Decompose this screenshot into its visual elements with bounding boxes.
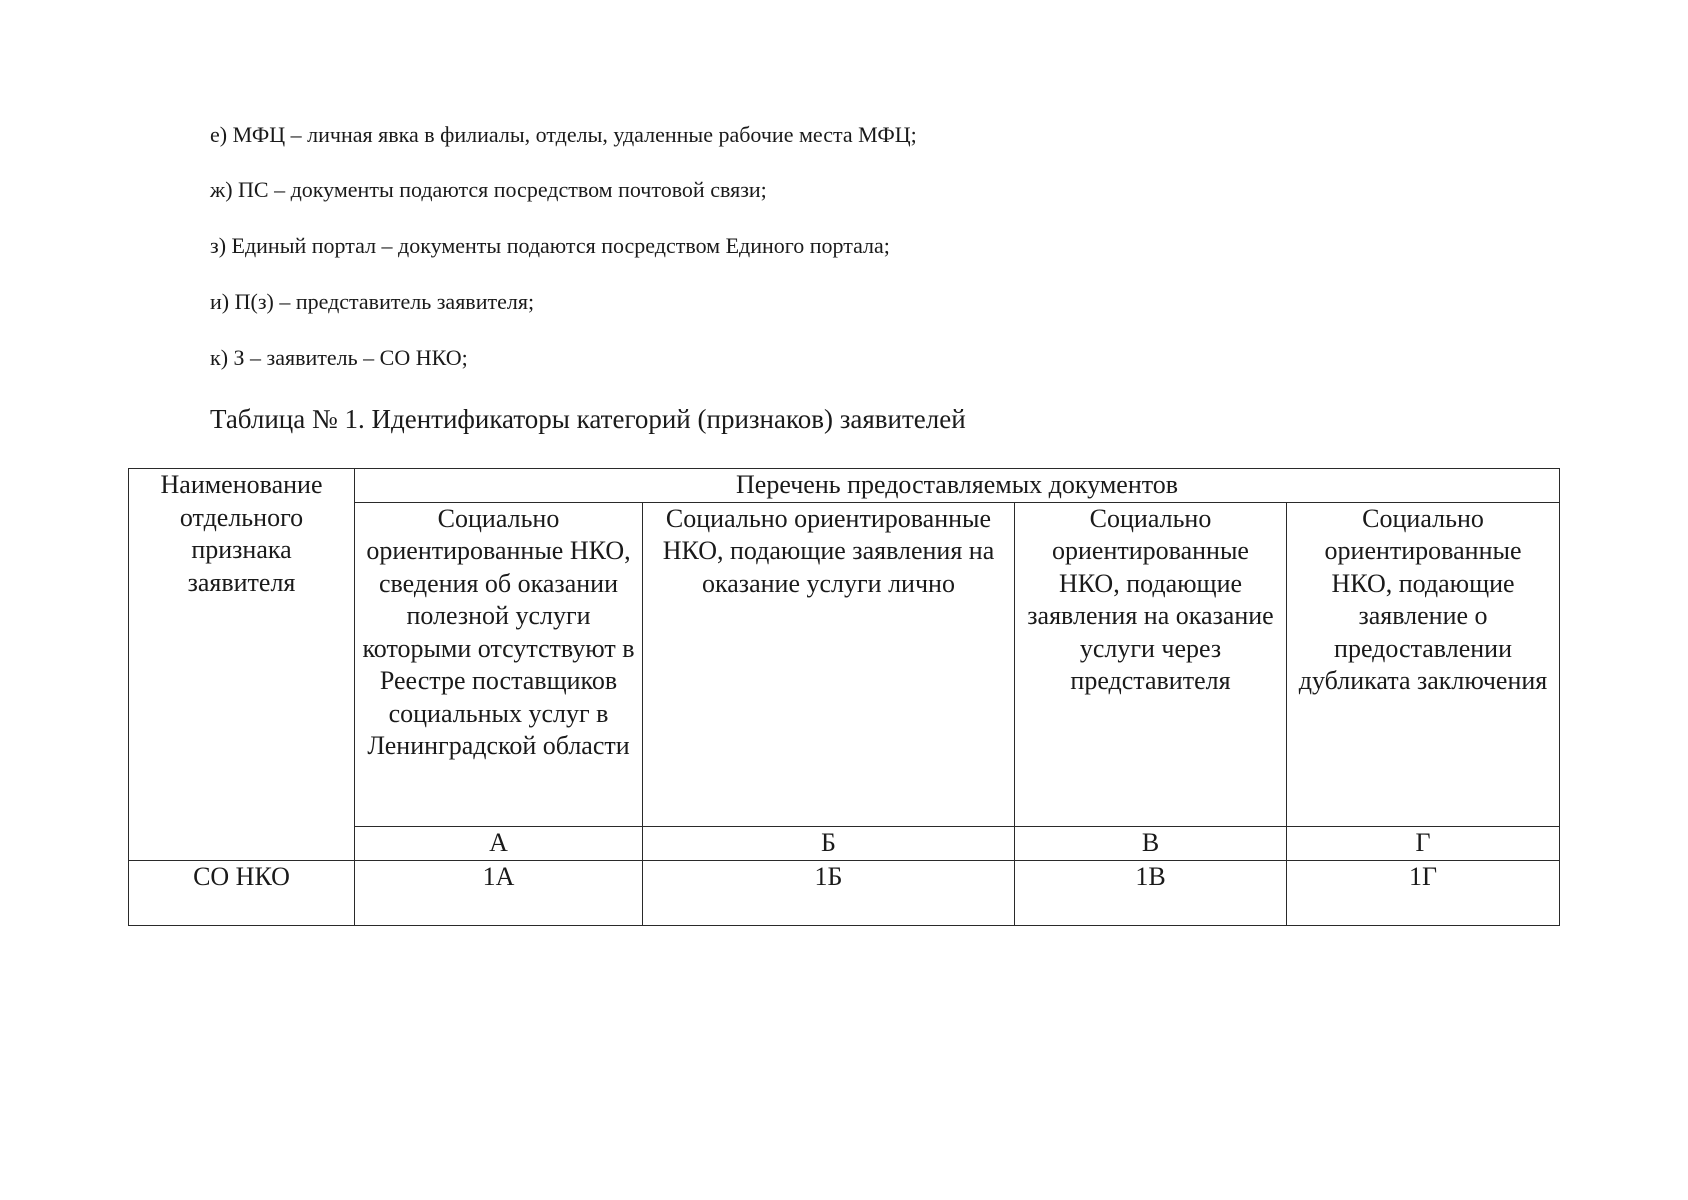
definition-line-i: и) П(з) – представитель заявителя; <box>210 289 535 314</box>
applicant-categories-table <box>128 468 1560 926</box>
letter-g: Г <box>1287 827 1560 861</box>
category-header-v: Социально ориентированные НКО, подающие заявления на оказание услуги через представителя <box>1015 502 1287 826</box>
category-header-b: Социально ориентированные НКО, подающие заявления на оказание услуги лично <box>643 502 1015 826</box>
name-column-header: Наименование отдельного признака заявителя <box>129 469 355 861</box>
definition-line-k: к) З – заявитель – СО НКО; <box>210 345 468 370</box>
code-cell-v: 1В <box>1015 860 1287 925</box>
table-caption: Таблица № 1. Идентификаторы категорий (признаков) заявителей <box>210 404 966 434</box>
table-header-row <box>129 469 1560 503</box>
row-name: СО НКО <box>129 860 355 925</box>
code-cell-g: 1Г <box>1287 860 1560 925</box>
category-header-g: Социально ориентированные НКО, подающие заявление о предоставлении дубликата заключения <box>1287 502 1560 826</box>
table-row <box>129 860 1560 925</box>
category-header-a: Социально ориентированные НКО, сведения об оказании полезной услуги которыми отсутствуют в Реестре поставщиков социальных услуг в Ленинградской области <box>355 502 643 826</box>
code-cell-a: 1А <box>355 860 643 925</box>
definition-line-z: з) Единый портал – документы подаются посредством Единого портала; <box>210 233 890 258</box>
letter-a: А <box>355 827 643 861</box>
definition-line-zh: ж) ПС – документы подаются посредством почтовой связи; <box>210 177 767 202</box>
definition-line-e: е) МФЦ – личная явка в филиалы, отделы, удаленные рабочие места МФЦ; <box>210 122 917 147</box>
letter-b: Б <box>643 827 1015 861</box>
letter-v: В <box>1015 827 1287 861</box>
code-cell-b: 1Б <box>643 860 1015 925</box>
documents-group-header: Перечень предоставляемых документов <box>355 469 1560 503</box>
